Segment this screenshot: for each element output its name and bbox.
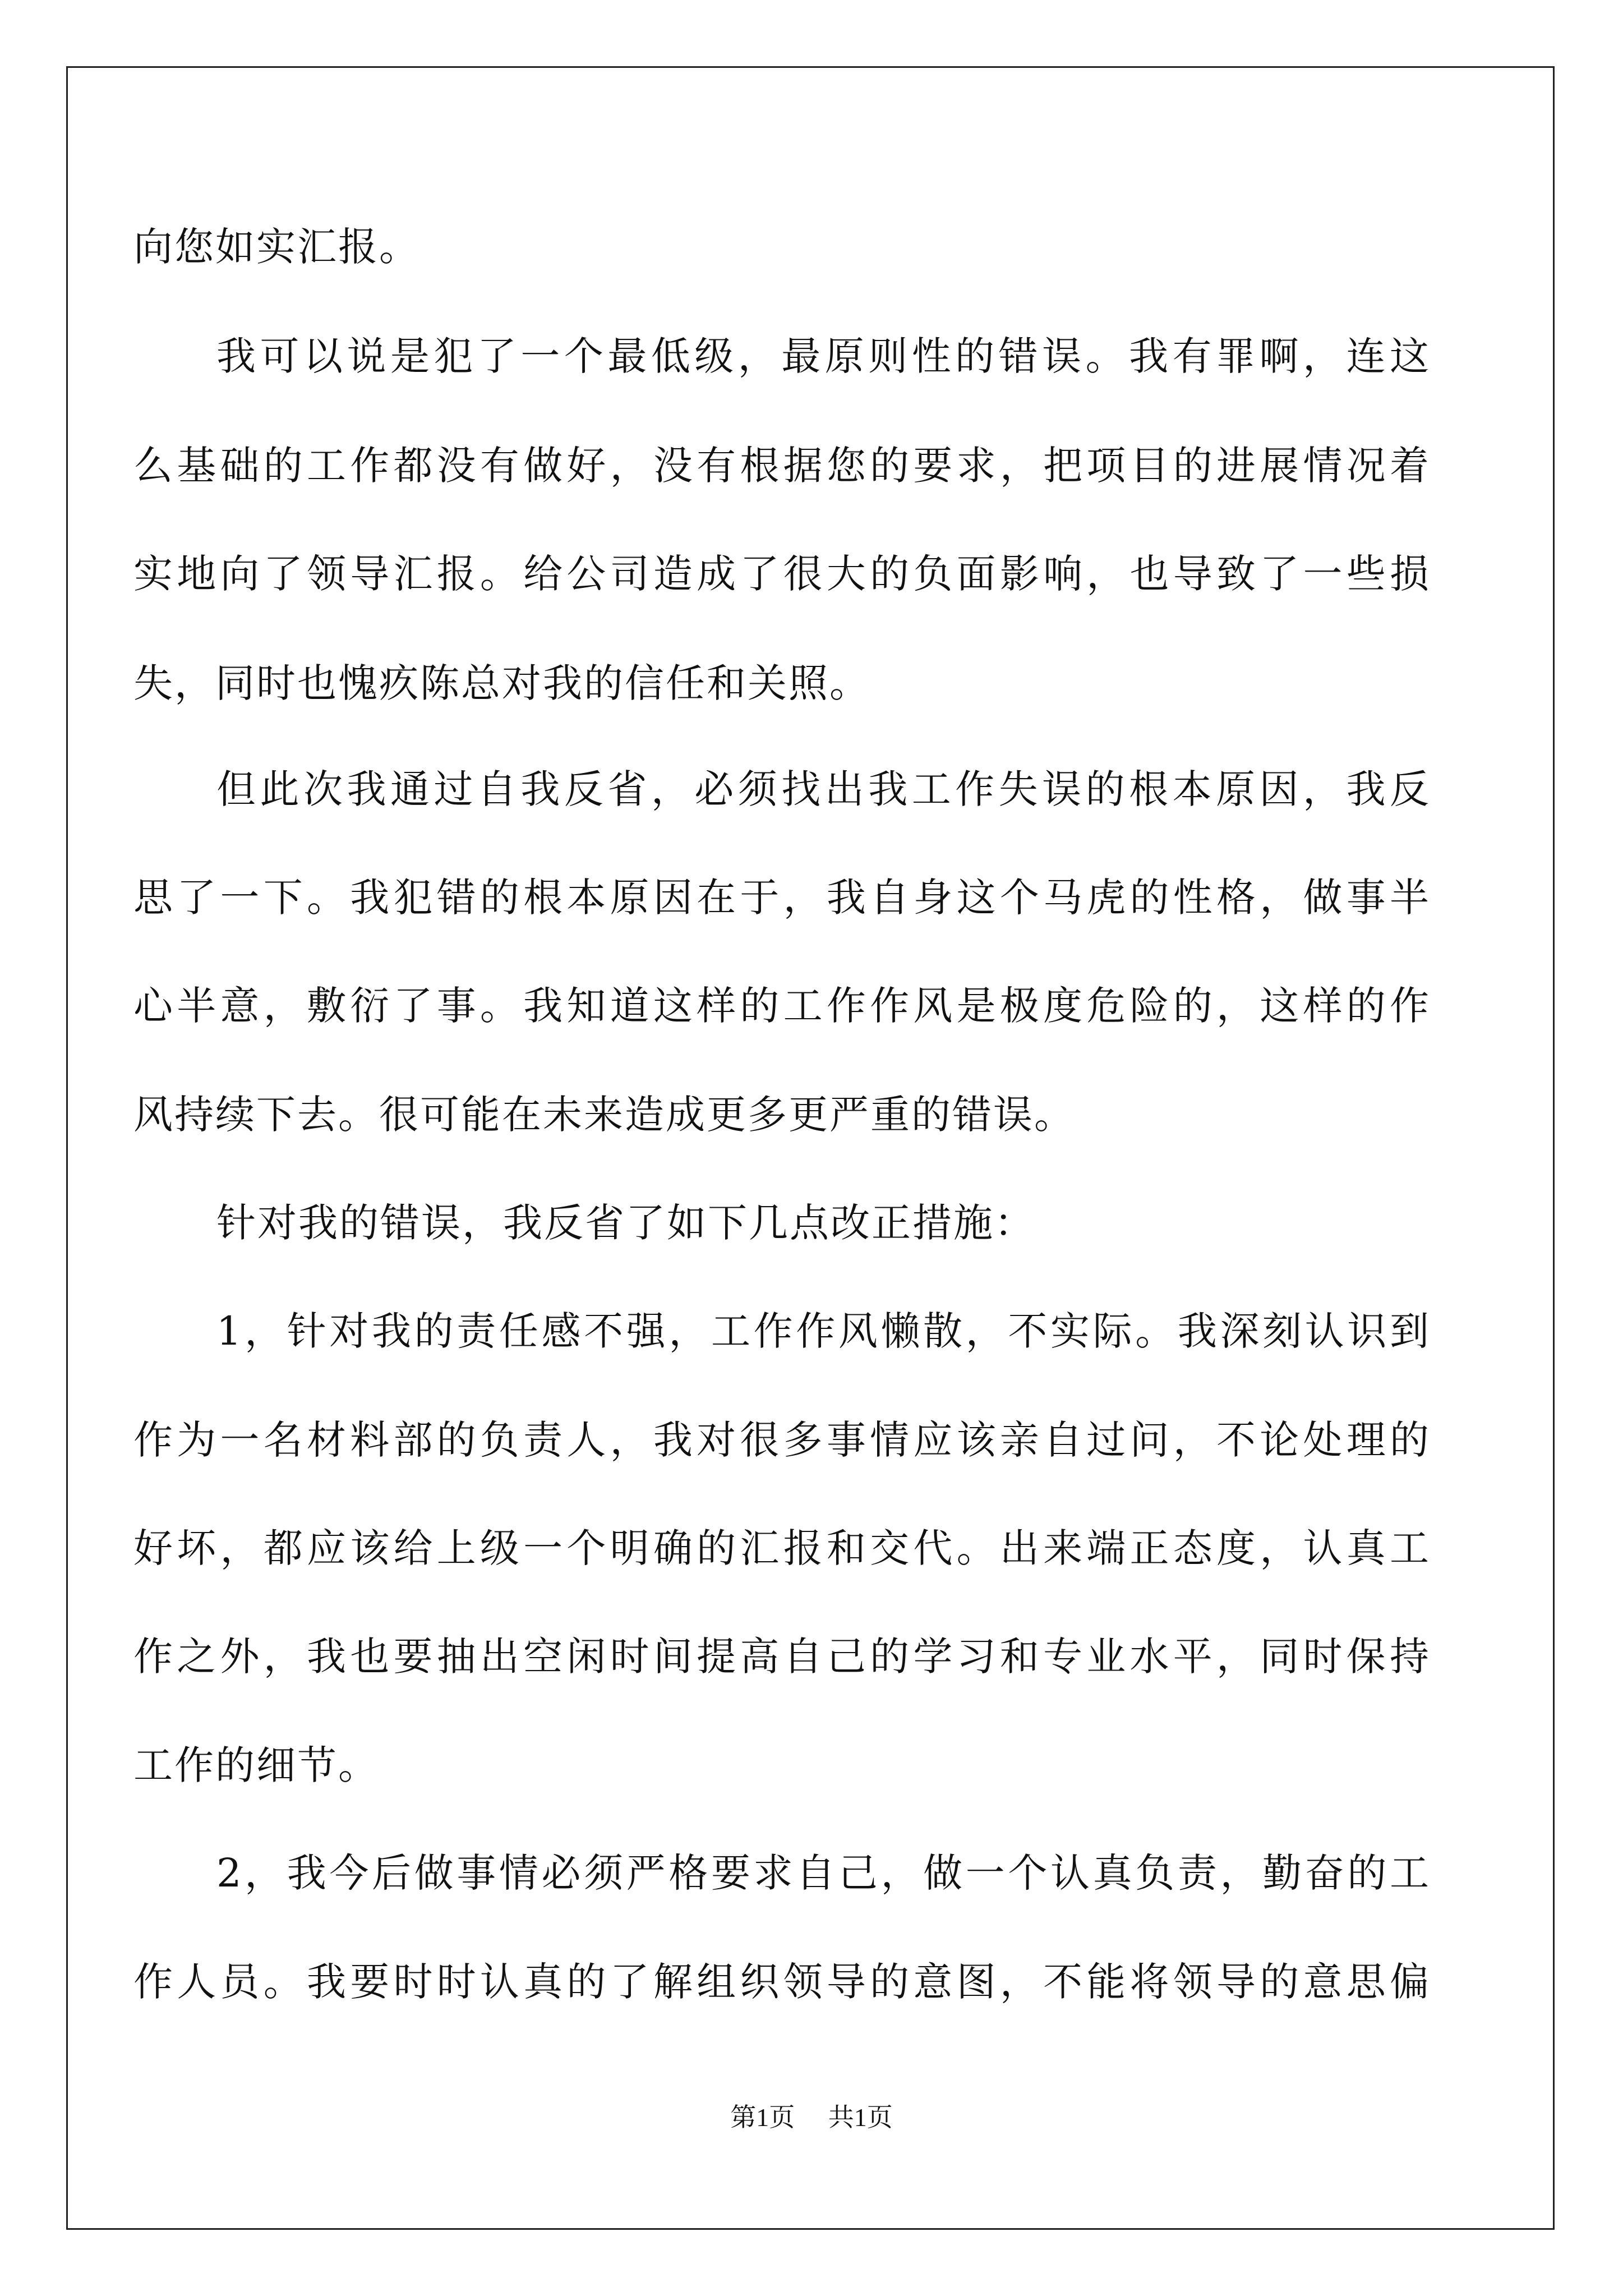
- text-line: 心半意，敷衍了事。我知道这样的工作作风是极度危险的，这样的作: [133, 983, 1431, 1029]
- page-total: 共1页: [828, 2103, 893, 2132]
- page-number: 第1页: [730, 2103, 795, 2132]
- text-line: 向您如实汇报。: [133, 224, 420, 270]
- text-line: 工作的细节。: [133, 1742, 379, 1788]
- text-line: 针对我的错误，我反省了如下几点改正措施：: [216, 1200, 1035, 1246]
- text-line: 失，同时也愧疚陈总对我的信任和关照。: [133, 660, 870, 706]
- text-line: 但此次我通过自我反省，必须找出我工作失误的根本原因，我反: [216, 766, 1431, 812]
- text-line: 好坏，都应该给上级一个明确的汇报和交代。出来端正态度，认真工: [133, 1525, 1431, 1571]
- text-line: 作人员。我要时时认真的了解组织领导的意图，不能将领导的意思偏: [133, 1959, 1431, 2005]
- text-line: 么基础的工作都没有做好，没有根据您的要求，把项目的进展情况着: [133, 443, 1431, 489]
- text-line: 实地向了领导汇报。给公司造成了很大的负面影响，也导致了一些损: [133, 551, 1431, 597]
- page-footer: [0, 2101, 1623, 2134]
- text-line: 2，我今后做事情必须严格要求自己，做一个认真负责，勤奋的工: [216, 1850, 1431, 1896]
- text-line: 作为一名材料部的负责人，我对很多事情应该亲自过问，不论处理的: [133, 1417, 1431, 1463]
- text-line: 1，针对我的责任感不强，工作作风懒散，不实际。我深刻认识到: [216, 1308, 1431, 1354]
- text-line: 风持续下去。很可能在未来造成更多更严重的错误。: [133, 1092, 1075, 1138]
- page-border: [66, 66, 1555, 2230]
- text-line: 作之外，我也要抽出空闲时间提高自己的学习和专业水平，同时保持: [133, 1634, 1431, 1680]
- text-line: 我可以说是犯了一个最低级，最原则性的错误。我有罪啊，连这: [216, 333, 1431, 379]
- text-line: 思了一下。我犯错的根本原因在于，我自身这个马虎的性格，做事半: [133, 875, 1431, 921]
